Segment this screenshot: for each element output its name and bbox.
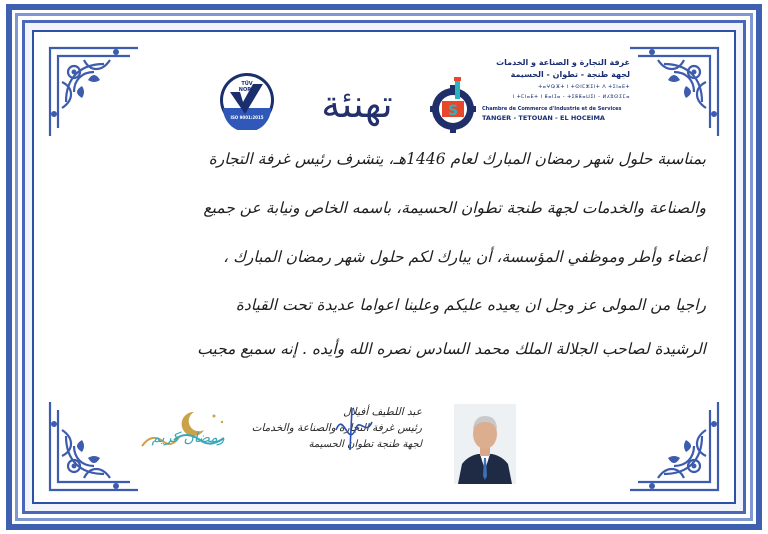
greeting-title: تهنئة (321, 82, 393, 126)
corner-ornament-icon (624, 42, 724, 142)
signatory-name: عبد اللطيف أفيلال (343, 406, 422, 418)
chamber-name-amazigh-1: ⵜⴰⵖⵕⴼⵜ ⵏ ⵜⵙⵏⵎⵣⵉⵏⵜ ⴷ ⵜⵉⵏⴰⴹⵜ (538, 84, 630, 90)
message-line: والصناعة والخدمات لجهة طنجة تطوان الحسيمة، باسمه الخاص ونيابة عن جميع (203, 199, 706, 217)
handwritten-signature (326, 400, 386, 460)
message-line: الرشيدة لصاحب الجلالة الملك محمد السادس نصره الله وأيده . إنه سميع مجيب (197, 340, 706, 358)
cert-brand: TÜV NORD (238, 81, 256, 93)
portrait-photo (454, 404, 516, 484)
signatory-region: لجهة طنجة تطوان الحسيمة (308, 439, 422, 450)
chamber-logo-icon (428, 75, 478, 135)
corner-ornament-icon (44, 42, 144, 142)
chamber-name-fr: Chambre de Commerce d'Industrie et de Services (482, 106, 622, 112)
ramadan-logo-text: رمضان كريم (151, 430, 225, 446)
chamber-name-en: TANGER - TETOUAN - EL HOCEIMA (482, 114, 605, 122)
signatory-title: رئيس غرفة التجارة والصناعة والخدمات (251, 422, 422, 434)
chamber-name-ar-1: غرفة التجارة و الصناعة و الخدمات (496, 58, 630, 67)
corner-ornament-icon (44, 396, 144, 496)
corner-ornament-icon (624, 396, 724, 496)
svg-text:S: S (447, 103, 459, 119)
cert-standard: ISO 9001:2015 (230, 115, 264, 120)
message-line: بمناسبة حلول شهر رمضان المبارك لعام 1446هـ، يتشرف رئيس غرفة التجارة (208, 150, 706, 168)
message-line: أعضاء وأطر وموظفي المؤسسة، أن يبارك لكم حلول شهر رمضان المبارك ، (223, 248, 706, 266)
chamber-name-amazigh-2: ⵏ ⵜⵎⵏⴰⴹⵜ ⵏ ⵟⴰⵏⵊⴰ - ⵜⵉⵟⵟⴰⵡⵉⵏ - ⵍⵃⵓⵙⵉⵎⴰ (512, 94, 630, 100)
chamber-name-ar-2: لجهة طنجة - تطوان - الحسيمة (510, 70, 630, 79)
certification-badge-icon (218, 70, 276, 130)
message-line: راجيا من المولى عز وجل ان يعيده عليكم وعلينا اعواما عديدة تحت القيادة (235, 296, 706, 314)
